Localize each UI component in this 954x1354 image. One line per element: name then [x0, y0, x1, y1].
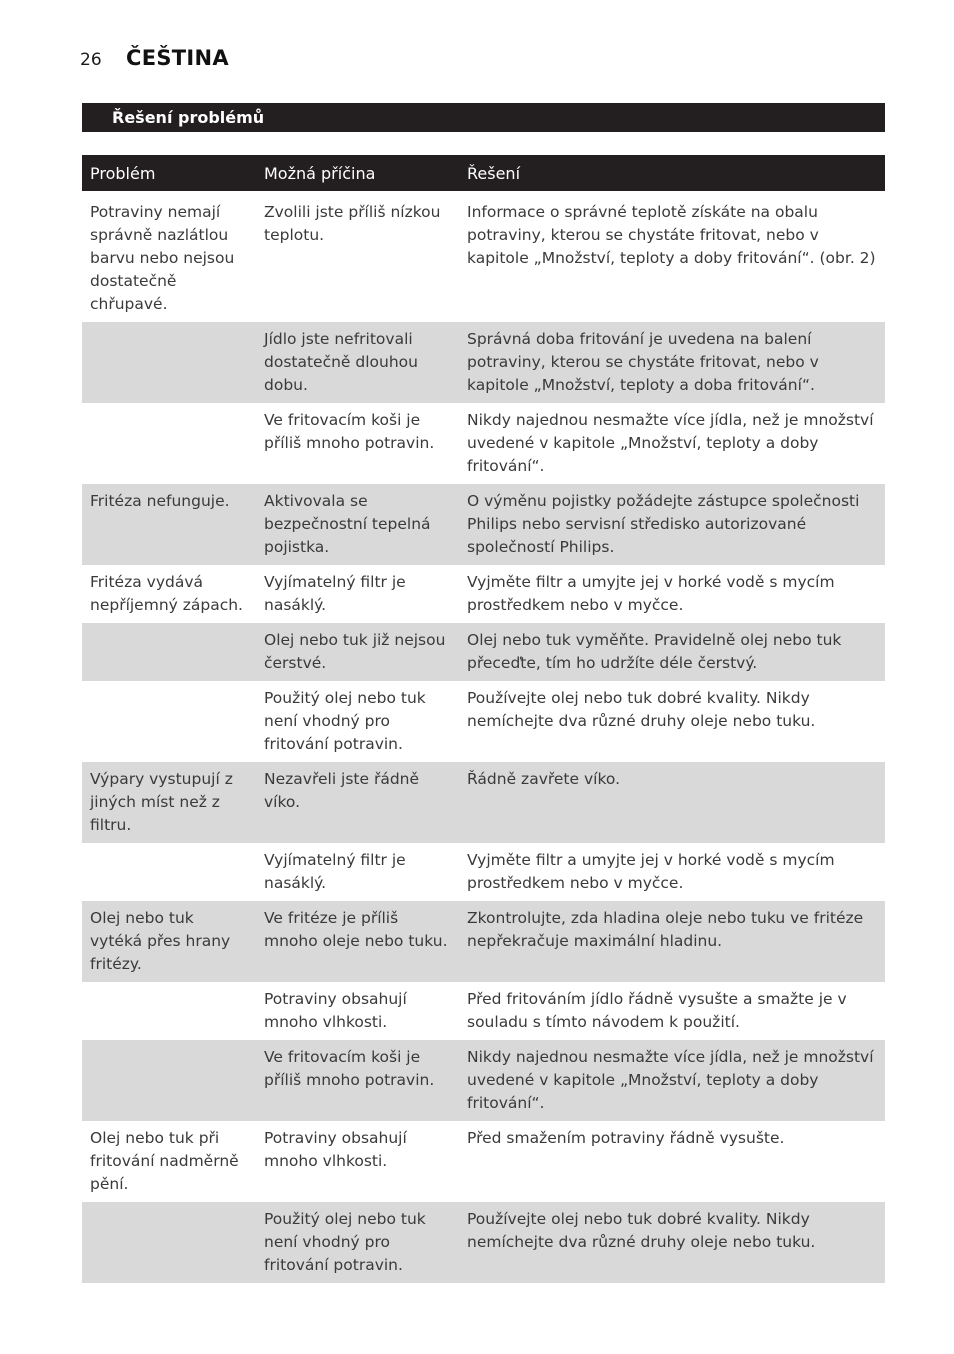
cell-problem: Výpary vystupují z jiných míst než z filtru.: [82, 762, 256, 843]
cell-solution: Zkontrolujte, zda hladina oleje nebo tuku ve fritéze nepřekračuje maximální hladinu.: [459, 901, 885, 982]
column-header-cause: Možná příčina: [256, 155, 459, 191]
cell-cause: Zvolili jste příliš nízkou teplotu.: [264, 203, 441, 244]
table-row: [82, 762, 885, 843]
cell-problem: Potraviny nemají správně nazlátlou barvu nebo nejsou dostatečně chřupavé.: [90, 203, 235, 313]
table-row: [82, 484, 885, 565]
cell-solution: Správná doba fritování je uvedena na balení potraviny, kterou se chystáte fritovat, nebo v kapitole „Množství, teploty a doba fritování“.: [459, 322, 885, 403]
table-row: [82, 191, 885, 322]
table-row: [82, 843, 885, 901]
cell-problem: [82, 623, 256, 681]
cell-cause: Použitý olej nebo tuk není vhodný pro fritování potravin.: [256, 1202, 459, 1283]
cell-solution: Vyjměte filtr a umyjte jej v horké vodě s mycím prostředkem nebo v myčce.: [467, 573, 835, 614]
cell-problem: [82, 982, 256, 1040]
cell-cause: Jídlo jste nefritovali dostatečně dlouhou dobu.: [256, 322, 459, 403]
section-title-bar: [82, 103, 885, 132]
cell-cause: Aktivovala se bezpečnostní tepelná pojistka.: [256, 484, 459, 565]
cell-problem: [82, 322, 256, 403]
cell-cause: Vyjímatelný filtr je nasáklý.: [264, 573, 406, 614]
cell-problem: Olej nebo tuk vytéká přes hrany fritézy.: [82, 901, 256, 982]
table-row: [82, 623, 885, 681]
cell-problem: [82, 403, 256, 484]
cell-problem: [82, 1040, 256, 1121]
cell-solution: Řádně zavřete víko.: [459, 762, 885, 843]
troubleshooting-table: [82, 155, 885, 1283]
table-row: [82, 901, 885, 982]
cell-problem: Fritéza vydává nepříjemný zápach.: [90, 573, 243, 614]
cell-cause: Ve fritovacím koši je příliš mnoho potravin.: [256, 1040, 459, 1121]
cell-problem: [82, 681, 256, 762]
cell-cause: Nezavřeli jste řádně víko.: [256, 762, 459, 843]
cell-solution: Informace o správné teplotě získáte na obalu potraviny, kterou se chystáte fritovat, nebo v kapitole „Množství, teploty a doby fritování“. (obr. 2): [467, 203, 876, 267]
table-row: [82, 403, 885, 484]
cell-cause: Vyjímatelný filtr je nasáklý.: [264, 851, 406, 892]
table-row: [82, 1040, 885, 1121]
cell-solution: Olej nebo tuk vyměňte. Pravidelně olej nebo tuk přeceďte, tím ho udržíte déle čerstvý.: [459, 623, 885, 681]
table-row: [82, 1121, 885, 1202]
cell-cause: Potraviny obsahují mnoho vlhkosti.: [264, 1129, 407, 1170]
cell-solution: Používejte olej nebo tuk dobré kvality. Nikdy nemíchejte dva různé druhy oleje nebo tuku.: [467, 689, 816, 730]
cell-solution: Nikdy najednou nesmažte více jídla, než je množství uvedené v kapitole „Množství, teploty a doby fritování“.: [459, 1040, 885, 1121]
cell-cause: Ve fritéze je příliš mnoho oleje nebo tuku.: [256, 901, 459, 982]
cell-solution: Před smažením potraviny řádně vysušte.: [467, 1129, 785, 1147]
cell-cause: Olej nebo tuk již nejsou čerstvé.: [256, 623, 459, 681]
table-row: [82, 565, 885, 623]
table-row: [82, 322, 885, 403]
cell-problem: [82, 843, 256, 901]
cell-solution: Používejte olej nebo tuk dobré kvality. Nikdy nemíchejte dva různé druhy oleje nebo tuku.: [459, 1202, 885, 1283]
column-header-solution: Řešení: [459, 155, 885, 191]
cell-problem: Olej nebo tuk při fritování nadměrně pění.: [90, 1129, 239, 1193]
table-row: [82, 982, 885, 1040]
cell-cause: Ve fritovacím koši je příliš mnoho potravin.: [264, 411, 435, 452]
table-row: [82, 1202, 885, 1283]
page-number: 26: [80, 50, 102, 70]
cell-cause: Potraviny obsahují mnoho vlhkosti.: [264, 990, 407, 1031]
table-body: [82, 191, 885, 1283]
cell-solution: Před fritováním jídlo řádně vysušte a smažte je v souladu s tímto návodem k použití.: [467, 990, 847, 1031]
table-row: [82, 681, 885, 762]
cell-problem: Fritéza nefunguje.: [82, 484, 256, 565]
page-language-heading: ČEŠTINA: [126, 46, 229, 70]
cell-problem: [82, 1202, 256, 1283]
cell-solution: Nikdy najednou nesmažte více jídla, než je množství uvedené v kapitole „Množství, teploty a doby fritování“.: [467, 411, 874, 475]
cell-solution: O výměnu pojistky požádejte zástupce společnosti Philips nebo servisní středisko autorizované společností Philips.: [459, 484, 885, 565]
cell-cause: Použitý olej nebo tuk není vhodný pro fritování potravin.: [264, 689, 426, 753]
column-header-problem: Problém: [82, 155, 256, 191]
section-title: Řešení problémů: [112, 108, 265, 127]
cell-solution: Vyjměte filtr a umyjte jej v horké vodě s mycím prostředkem nebo v myčce.: [467, 851, 835, 892]
table-header-row: [82, 155, 885, 191]
